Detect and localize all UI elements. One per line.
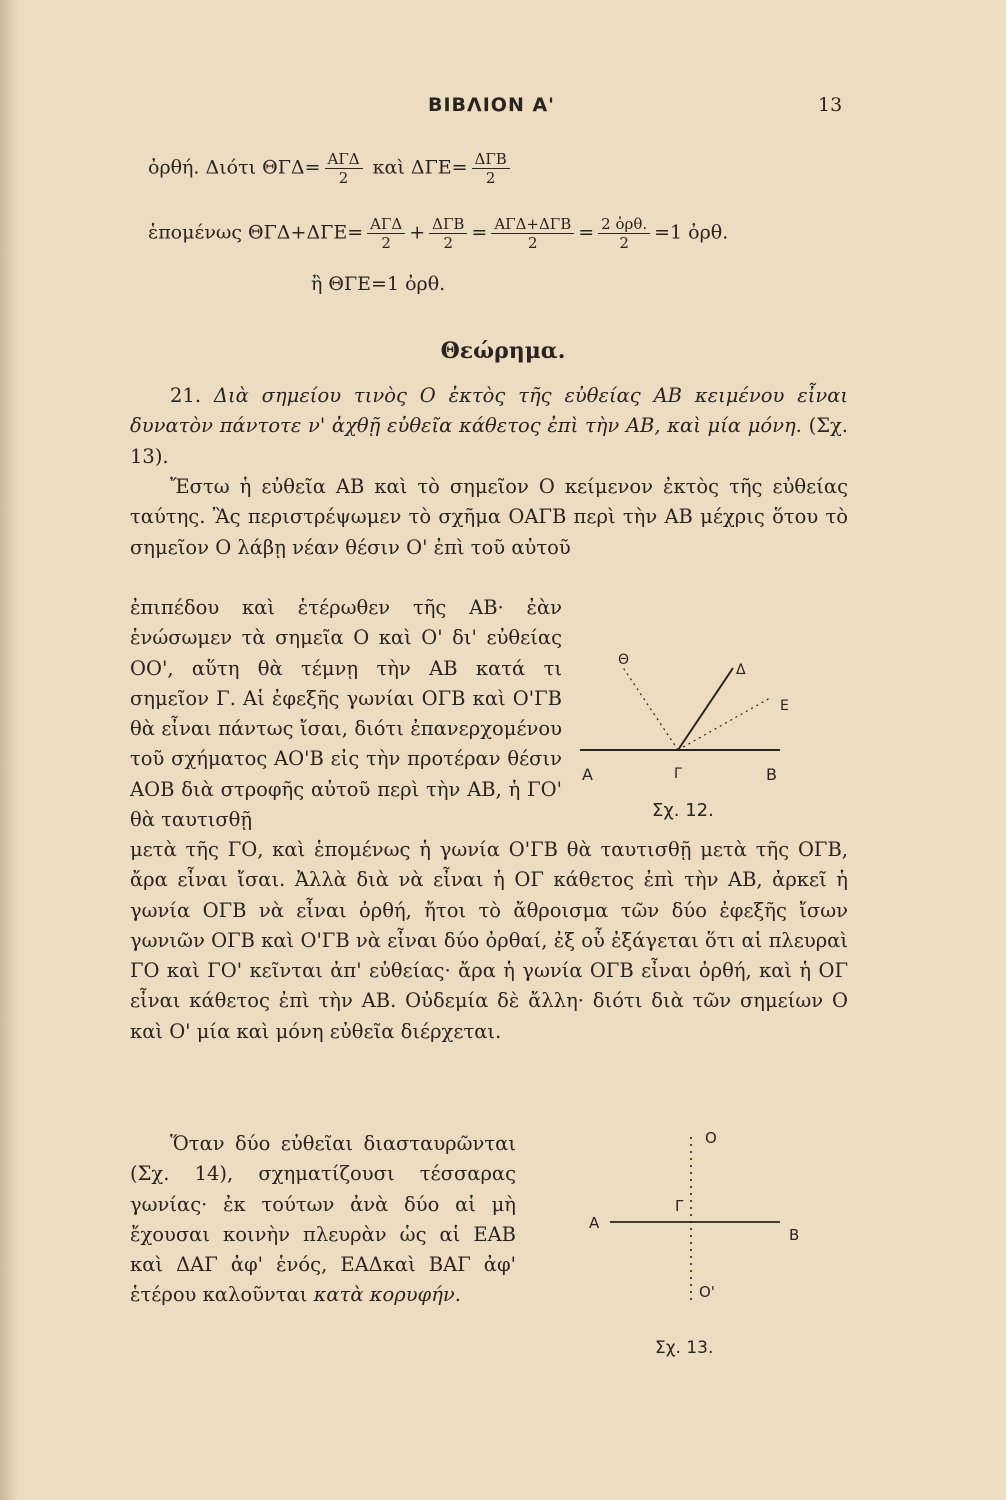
proof-paragraph-column: ἐπιπέδου καὶ ἑτέρωθεν τῆς ΑΒ· ἐὰν ἑνώσωμεν τὰ σημεῖα Ο καὶ Ο' δι' εὐθείας ΟΟ', αὕτη θὰ τέμνῃ τὴν ΑΒ κατά τι σημεῖον Γ. Αἱ ἐφεξῆς γωνίαι ΟΓΒ καὶ Ο'ΓΒ θὰ εἶναι πάντως ἴσαι, διότι ἐπανερχομένου τοῦ σχήματος ΑΟ'Β εἰς τὴν προτέραν θέσιν ΑΟΒ διὰ στροφῆς αὐτοῦ περὶ τὴν ΑΒ, ἡ ΓΟ' θὰ ταυτισθῇ: [130, 596, 562, 832]
vertical-angles-paragraph: Ὅταν δύο εὐθεῖαι διασταυρῶνται (Σχ. 14), σχηματίζουσι τέσσαρας γωνίας· ἐκ τούτων ἀνὰ δύο αἱ μὴ ἔχουσαι κοινὴν πλευρὰν ὡς αἱ ΕΑΒ καὶ ΔΑΓ ἀφ' ἑνός, ΕΑΔκαὶ ΒΑΓ ἀφ' ἑτέρου καλοῦνται κατὰ κορυφήν.: [130, 1132, 516, 1307]
label-delta: Δ: [736, 662, 746, 678]
label-gamma: Γ: [675, 1197, 684, 1215]
equation-line-2: ἑπομένως ΘΓΔ+ΔΓΕ= $\frac{\text{ΑΓΔ}}{2}$ + $\frac{\text{ΔΓΒ}}{2}$ = $\frac{\text{ΑΓΔ+ΔΓΒ}}{2}$ = $\frac{\text{2 ὀρθ.}}{2}$ =1 ὀρθ.: [148, 215, 729, 252]
running-header-title: ΒΙΒΛΙΟΝ Α': [428, 94, 555, 116]
label-a: Α: [582, 765, 593, 784]
bisector-theta: [622, 666, 678, 750]
bisector-epsilon: [678, 698, 770, 750]
ray-gamma-delta: [678, 668, 733, 750]
fraction: $\frac{\text{ΑΓΔ+ΔΓΒ}}{2}$: [491, 215, 574, 252]
proof-paragraph-top: Ἔστω ἡ εὐθεῖα ΑΒ καὶ τὸ σημεῖον Ο κείμενον ἐκτὸς τῆς εὐθείας ταύτης. Ἂς περιστρέψωμεν τὸ σχῆμα ΟΑΓΒ περὶ τὴν ΑΒ μέχρις ὅτου τὸ σημεῖον Ο λάβῃ νέαν θέσιν Ο' ἐπὶ τοῦ αὐτοῦ: [130, 475, 848, 559]
theorem-statement: [130, 381, 848, 472]
theorem-heading: Θεώρημα.: [440, 338, 566, 364]
page-number: 13: [818, 94, 843, 116]
figure-12-caption: Σχ. 12.: [652, 800, 714, 821]
equation-line-3: ἢ ΘΓΕ=1 ὀρθ.: [311, 273, 446, 295]
figure-13-caption: Σχ. 13.: [655, 1338, 714, 1358]
fraction: $\frac{\text{ΔΓΒ}}{2}$: [429, 215, 467, 252]
label-b: Β: [766, 765, 777, 784]
page-binding-edge: [0, 0, 18, 1500]
label-o-prime: Ο': [699, 1283, 715, 1301]
fraction: $\frac{\text{ΑΓΔ}}{2}$: [325, 150, 363, 187]
figure-13: [575, 1115, 825, 1365]
equation-line-1: ὀρθή. Διότι ΘΓΔ= $\frac{\text{ΑΓΔ}}{2}$ καὶ ΔΓΕ= $\frac{\text{ΔΓΒ}}{2}$: [148, 150, 514, 187]
label-a: Α: [589, 1214, 600, 1232]
proof-paragraph-continuation: μετὰ τῆς ΓΟ, καὶ ἑπομένως ἡ γωνία Ο'ΓΒ θὰ ταυτισθῇ μετὰ τῆς ΟΓΒ, ἄρα εἶναι ἴσαι. Ἀλλὰ διὰ νὰ εἶναι ἡ ΟΓ κάθετος ἐπὶ τὴν ΑΒ, ἀρκεῖ ἡ γωνία ΟΓΒ νὰ εἶναι ὀρθή, ἤτοι τὸ ἄθροισμα τῶν δύο ἐφεξῆς ἴσων γωνιῶν ΟΓΒ καὶ Ο'ΓΒ νὰ εἶναι δύο ὀρθαί, ἐξ οὗ ἐξάγεται ὅτι αἱ πλευραὶ ΓΟ καὶ ΓΟ' κεῖνται ἀπ' εὐθείας· ἄρα ἡ γωνία ΟΓΒ εἶναι ὀρθή, καὶ ἡ ΟΓ εἶναι κάθετος ἐπὶ τὴν ΑΒ. Οὐδεμία δὲ ἄλλη· διότι διὰ τῶν σημείων Ο καὶ Ο' μία καὶ μόνη εὐθεῖα διέρχεται.: [130, 838, 848, 1043]
label-theta: Θ: [618, 652, 630, 668]
fraction: $\frac{\text{ΔΓΒ}}{2}$: [472, 150, 510, 187]
label-b: Β: [789, 1226, 800, 1244]
theorem-number: 21.: [170, 384, 202, 407]
figure-12: [570, 640, 820, 830]
theorem-text: Διὰ σημείου τινὸς Ο ἐκτὸς τῆς εὐθείας ΑΒ κειμένου εἶναι δυνατὸν πάντοτε ν' ἀχθῇ εὐθεῖα κάθετος ἐπὶ τὴν ΑΒ, καὶ μία μόνη.: [130, 384, 849, 438]
figure-reference: (Σχ. 13).: [130, 414, 849, 468]
fraction: $\frac{\text{2 ὀρθ.}}{2}$: [598, 215, 650, 252]
fraction: $\frac{\text{ΑΓΔ}}{2}$: [367, 215, 405, 252]
label-gamma: Γ: [674, 766, 682, 782]
label-o: Ο: [705, 1129, 717, 1147]
label-epsilon: Ε: [780, 698, 789, 714]
